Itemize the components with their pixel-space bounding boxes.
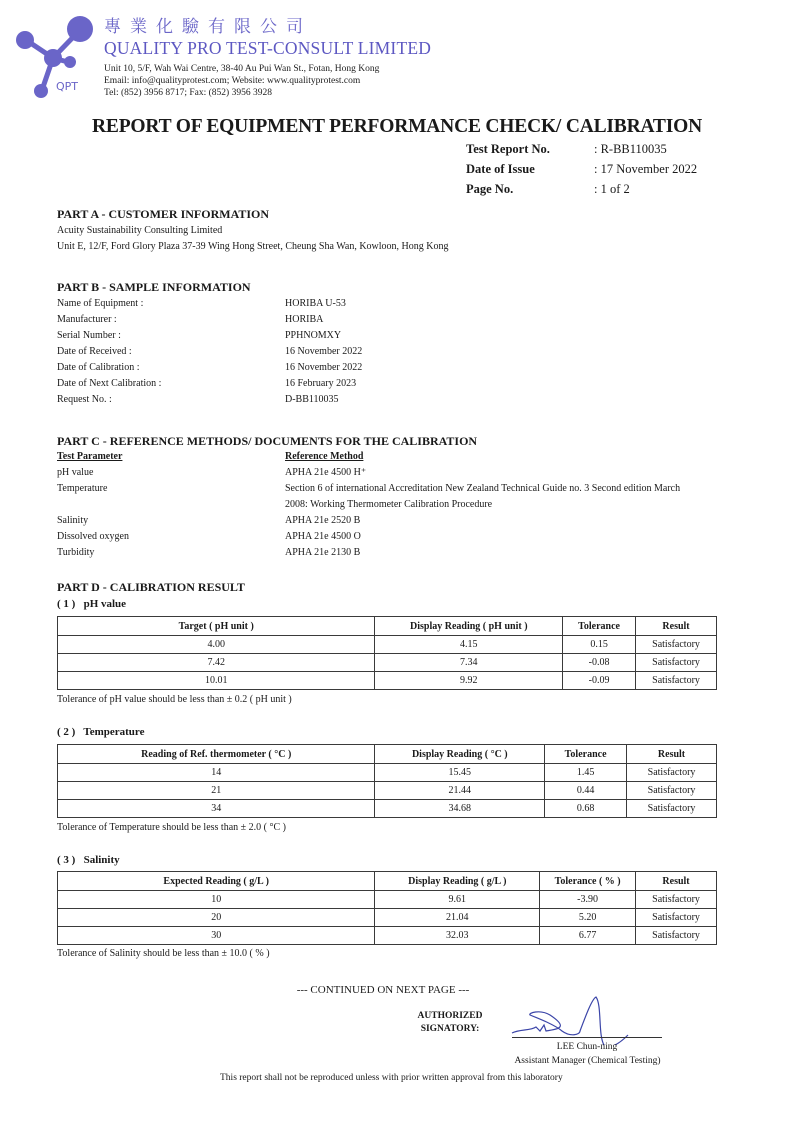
table-row — [58, 764, 717, 782]
col-header: Result — [627, 745, 717, 764]
cell: Satisfactory — [636, 636, 717, 654]
salinity-results-table — [57, 871, 717, 945]
part-c-header-row — [57, 451, 363, 462]
col-header: Tolerance ( % ) — [540, 872, 636, 891]
cell: Satisfactory — [627, 764, 717, 782]
ph-results-table — [57, 616, 717, 690]
method-row-dissolved-oxygen — [57, 531, 361, 542]
salinity-tolerance-note: Tolerance of Salinity should be less than ± 10.0 ( % ) — [57, 948, 270, 959]
signatory-label-line2: SIGNATORY: — [420, 1024, 480, 1034]
cell: 1.45 — [545, 764, 627, 782]
cell: Satisfactory — [636, 927, 717, 945]
customer-name: Acuity Sustainability Consulting Limited — [57, 225, 223, 236]
temperature-section-title: ( 2 ) Temperature — [57, 726, 145, 738]
col-header: Reading of Ref. thermometer ( °C ) — [58, 745, 375, 764]
table-row — [58, 800, 717, 818]
cell: 15.45 — [375, 764, 545, 782]
field-value: 16 February 2023 — [285, 378, 357, 389]
company-tel-fax: Tel: (852) 3956 8717; Fax: (852) 3956 3928 — [104, 88, 272, 98]
param-name: Salinity — [57, 515, 89, 526]
cell: 0.68 — [545, 800, 627, 818]
field-label: Date of Next Calibration : — [57, 378, 162, 389]
svg-text:QPT: QPT — [56, 80, 79, 93]
cell: -0.09 — [563, 672, 636, 690]
cell: 34.68 — [375, 800, 545, 818]
field-value: 16 November 2022 — [285, 362, 363, 373]
cell: -0.08 — [563, 654, 636, 672]
param-name: Temperature — [57, 483, 108, 494]
continued-notice — [0, 984, 794, 996]
part-b-heading: PART B - SAMPLE INFORMATION — [57, 280, 251, 294]
method-row-temperature — [57, 483, 680, 494]
method-text: APHA 21e 4500 O — [285, 531, 361, 542]
cell: 20 — [58, 909, 375, 927]
salinity-section-title: ( 3 ) Salinity — [57, 854, 120, 866]
signature-line — [512, 1037, 662, 1038]
param-name: Dissolved oxygen — [57, 531, 129, 542]
cell: 7.34 — [375, 654, 563, 672]
table-header-row — [58, 617, 717, 636]
meta-value: : R-BB110035 — [594, 142, 667, 156]
part-d-heading: PART D - CALIBRATION RESULT — [57, 580, 245, 594]
cell: 21.04 — [375, 909, 540, 927]
method-row-salinity — [57, 515, 360, 526]
field-serial-number — [57, 330, 341, 341]
cell: 0.15 — [563, 636, 636, 654]
col-header: Result — [636, 617, 717, 636]
table-header-row — [58, 745, 717, 764]
col-reference-method: Reference Method — [285, 451, 364, 462]
method-row-ph — [57, 467, 366, 478]
cell: Satisfactory — [636, 672, 717, 690]
report-title: REPORT OF EQUIPMENT PERFORMANCE CHECK/ CALIBRATION — [92, 116, 702, 137]
field-label: Manufacturer : — [57, 314, 117, 325]
field-manufacturer — [57, 314, 323, 325]
cell: 4.00 — [58, 636, 375, 654]
page-number-row — [466, 182, 697, 202]
method-text: Section 6 of international Accreditation New Zealand Technical Guide no. 3 Second edition March — [285, 483, 681, 494]
param-name: pH value — [57, 467, 94, 478]
issue-date-row — [466, 162, 697, 182]
part-a-heading: PART A - CUSTOMER INFORMATION — [57, 207, 270, 221]
table-row — [58, 891, 717, 909]
cell: 10 — [58, 891, 375, 909]
cell: Satisfactory — [627, 782, 717, 800]
molecule-logo-icon — [8, 10, 96, 100]
company-name-english: QUALITY PRO TEST-CONSULT LIMITED — [104, 38, 432, 58]
signer-title: Assistant Manager (Chemical Testing) — [514, 1056, 661, 1066]
table-header-row — [58, 872, 717, 891]
table-row — [58, 927, 717, 945]
continued-text: --- CONTINUED ON NEXT PAGE --- — [296, 984, 470, 996]
method-row-temperature-cont — [57, 499, 492, 510]
cell: 10.01 — [58, 672, 375, 690]
customer-address: Unit E, 12/F, Ford Glory Plaza 37-39 Wing Hong Street, Cheung Sha Wan, Kowloon, Hong Kong — [57, 241, 449, 252]
col-header: Result — [636, 872, 717, 891]
cell: 32.03 — [375, 927, 540, 945]
field-equipment-name — [57, 298, 346, 309]
table-row — [58, 636, 717, 654]
disclaimer: This report shall not be reproduced unless with prior written approval from this laboratory — [220, 1073, 563, 1083]
cell: Satisfactory — [636, 909, 717, 927]
col-header: Display Reading ( g/L ) — [375, 872, 540, 891]
cell: 5.20 — [540, 909, 636, 927]
signatory-label — [410, 1010, 490, 1036]
company-address: Unit 10, 5/F, Wah Wai Centre, 38-40 Au Pui Wan St., Fotan, Hong Kong — [104, 64, 380, 74]
table-row — [58, 909, 717, 927]
method-row-turbidity — [57, 547, 360, 558]
field-value: 16 November 2022 — [285, 346, 363, 357]
part-c-heading: PART C - REFERENCE METHODS/ DOCUMENTS FOR THE CALIBRATION — [57, 434, 478, 448]
method-text: APHA 21e 2520 B — [285, 515, 361, 526]
method-text: APHA 21e 4500 H⁺ — [285, 467, 367, 478]
temperature-tolerance-note: Tolerance of Temperature should be less than ± 2.0 ( °C ) — [57, 822, 286, 833]
cell: 21 — [58, 782, 375, 800]
cell: 0.44 — [545, 782, 627, 800]
spacer — [57, 499, 285, 510]
field-date-received — [57, 346, 362, 357]
ph-section-title: ( 1 ) pH value — [57, 598, 127, 610]
company-name-chinese: 專業化驗有限公司 — [104, 17, 312, 37]
cell: Satisfactory — [636, 654, 717, 672]
field-request-number — [57, 394, 339, 405]
col-header: Target ( pH unit ) — [58, 617, 375, 636]
cell: 9.92 — [375, 672, 563, 690]
cell: 21.44 — [375, 782, 545, 800]
meta-value: : 1 of 2 — [594, 182, 630, 196]
field-label: Serial Number : — [57, 330, 121, 341]
field-label: Name of Equipment : — [57, 298, 144, 309]
signatory-label-line1: AUTHORIZED — [417, 1011, 483, 1021]
cell: 4.15 — [375, 636, 563, 654]
field-label: Request No. : — [57, 394, 112, 405]
ph-tolerance-note: Tolerance of pH value should be less than ± 0.2 ( pH unit ) — [57, 694, 292, 705]
company-email-website: Email: info@qualityprotest.com; Website: www.qualityprotest.com — [104, 76, 361, 86]
col-header: Display Reading ( pH unit ) — [375, 617, 563, 636]
field-value: D-BB110035 — [285, 394, 339, 405]
cell: Satisfactory — [627, 800, 717, 818]
col-header: Display Reading ( °C ) — [375, 745, 545, 764]
field-date-calibration — [57, 362, 362, 373]
field-value: HORIBA U-53 — [285, 298, 346, 309]
meta-label: Date of Issue — [466, 162, 535, 176]
col-header: Tolerance — [545, 745, 627, 764]
col-header: Tolerance — [563, 617, 636, 636]
cell: 34 — [58, 800, 375, 818]
cell: 14 — [58, 764, 375, 782]
table-row — [58, 654, 717, 672]
cell: Satisfactory — [636, 891, 717, 909]
temperature-results-table — [57, 744, 717, 818]
report-number-row — [466, 142, 697, 162]
cell: -3.90 — [540, 891, 636, 909]
field-value: HORIBA — [285, 314, 324, 325]
meta-label: Page No. — [466, 182, 514, 196]
field-value: PPHNOMXY — [285, 330, 342, 341]
field-label: Date of Calibration : — [57, 362, 140, 373]
method-text-cont: 2008: Working Thermometer Calibration Procedure — [285, 499, 493, 510]
report-meta — [466, 142, 697, 202]
table-row — [58, 782, 717, 800]
col-test-parameter: Test Parameter — [57, 451, 123, 462]
field-label: Date of Received : — [57, 346, 132, 357]
col-header: Expected Reading ( g/L ) — [58, 872, 375, 891]
cell: 9.61 — [375, 891, 540, 909]
meta-label: Test Report No. — [466, 142, 550, 156]
meta-value: : 17 November 2022 — [594, 162, 698, 176]
method-text: APHA 21e 2130 B — [285, 547, 361, 558]
cell: 6.77 — [540, 927, 636, 945]
table-row — [58, 672, 717, 690]
field-next-calibration — [57, 378, 356, 389]
param-name: Turbidity — [57, 547, 95, 558]
cell: 30 — [58, 927, 375, 945]
signer-name: LEE Chun-ning — [556, 1042, 618, 1052]
cell: 7.42 — [58, 654, 375, 672]
company-logo — [8, 10, 96, 100]
